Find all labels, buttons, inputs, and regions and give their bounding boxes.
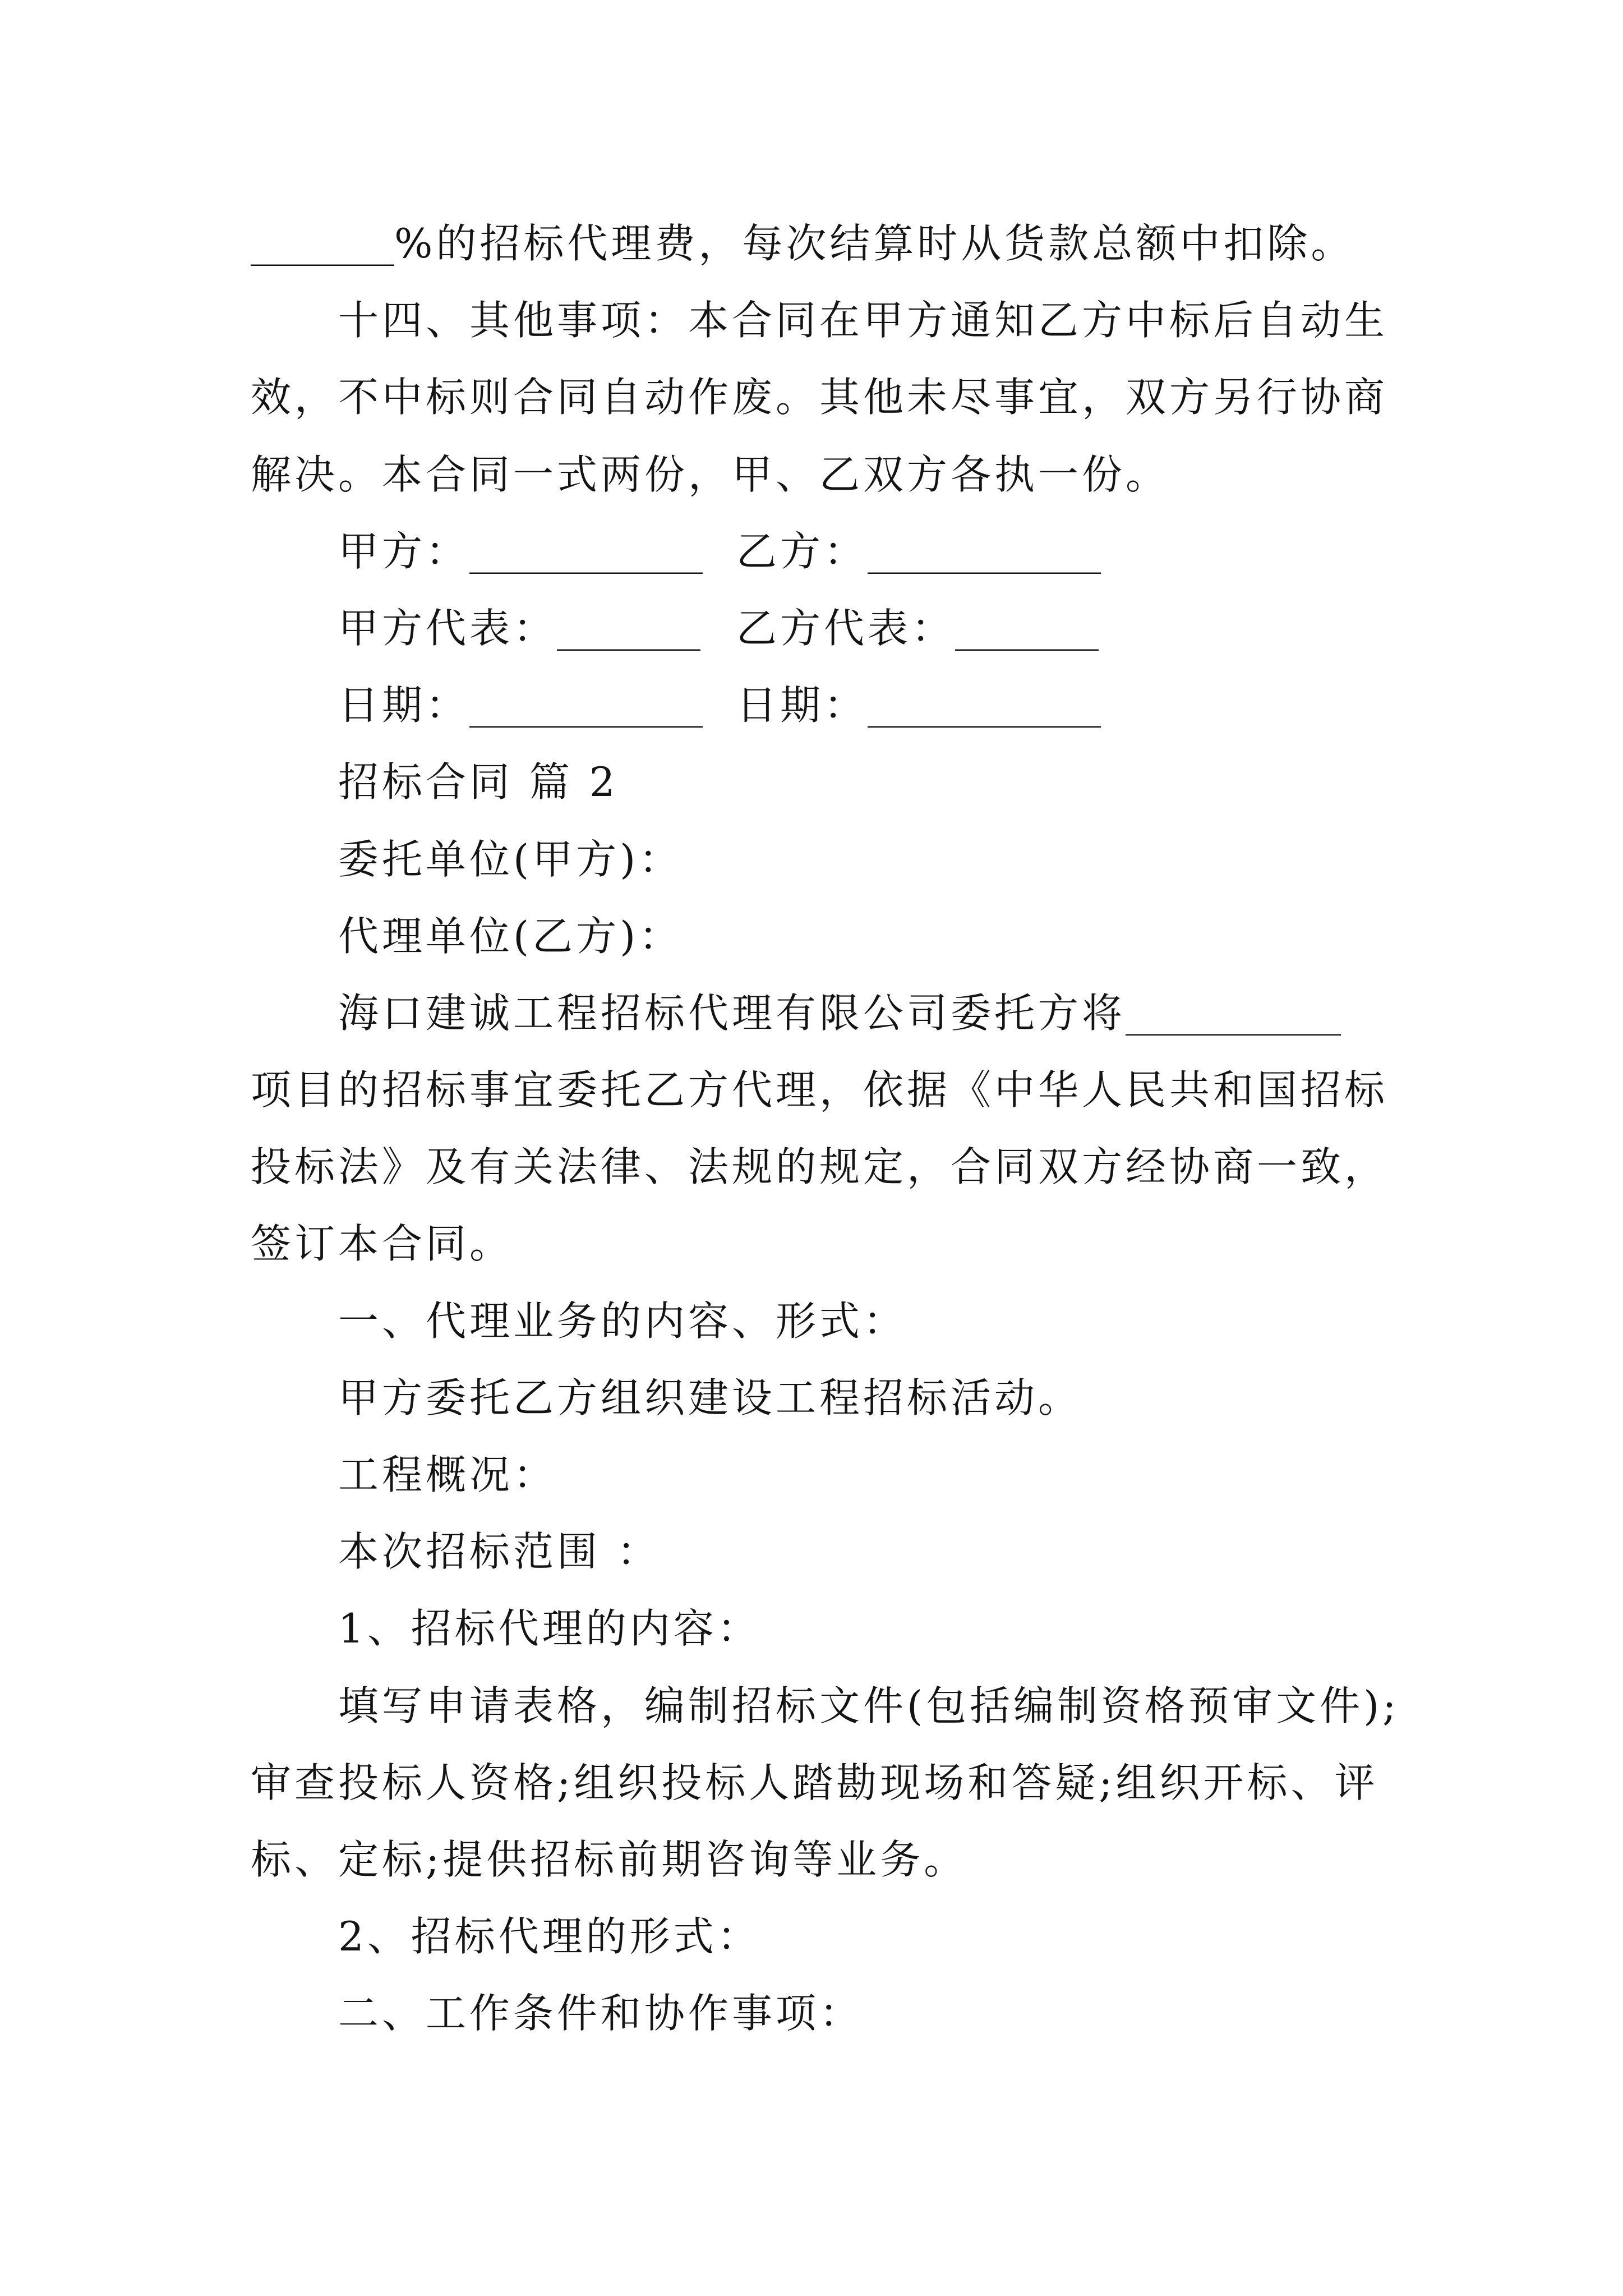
article-1-heading: 一、代理业务的内容、形式： <box>338 1297 907 1345</box>
article-2-heading: 二、工作条件和协作事项： <box>338 1990 864 2037</box>
clause-14-paragraph <box>251 282 1456 513</box>
party-b-rep-label: 乙方代表： <box>736 604 956 652</box>
party-a-blank: _____________ <box>469 532 703 574</box>
preamble-paragraph <box>251 975 1456 1283</box>
clause-14-line: 效，不中标则合同自动作废。其他未尽事宜，双方另行协商 <box>251 374 1389 421</box>
party-b-date-blank: _____________ <box>868 687 1101 729</box>
party-b-blank: _____________ <box>868 532 1101 574</box>
party-a-date-blank: _____________ <box>469 687 703 729</box>
scope-label: 本次招标范围 ： <box>338 1528 661 1576</box>
item-1-line: 审查投标人资格;组织投标人踏勘现场和答疑;组织开标、评 <box>251 1759 1378 1806</box>
preamble-line <box>251 975 1456 1052</box>
signature-row-dates <box>251 667 1456 744</box>
clause-14-line: 解决。本合同一式两份，甲、乙双方各执一份。 <box>251 450 1170 498</box>
preamble-line: 项目的招标事宜委托乙方代理，依据《中华人民共和国招标 <box>251 1066 1389 1114</box>
party-a-rep-label: 甲方代表： <box>338 604 557 652</box>
signature-block <box>251 513 1456 744</box>
party-b-rep-signature <box>736 590 1135 669</box>
party-a-rep-blank: ________ <box>557 609 701 651</box>
project-overview-label: 工程概况： <box>338 1451 557 1498</box>
party-b-label: 乙方： <box>736 527 868 575</box>
party-a-date <box>338 667 736 746</box>
party-a-signature <box>338 513 736 592</box>
item-1-heading: 1、招标代理的内容： <box>338 1605 761 1653</box>
signature-row-parties <box>251 513 1456 590</box>
party-a-label: 甲方： <box>338 527 470 575</box>
preamble-line: 签订本合同。 <box>251 1220 514 1268</box>
preamble-line: 投标法》及有关法律、法规的规定，合同双方经协商一致， <box>251 1143 1389 1191</box>
party-a-date-label: 日期： <box>338 682 470 729</box>
clause-14-line: 十四、其他事项：本合同在甲方通知乙方中标后自动生 <box>338 297 1389 344</box>
fee-clause-line <box>251 205 1456 282</box>
item-1-line: 填写申请表格，编制招标文件(包括编制资格预审文件); <box>338 1682 1400 1729</box>
item-1-line: 标、定标;提供招标前期咨询等业务。 <box>251 1835 968 1883</box>
entrustment-text: 甲方委托乙方组织建设工程招标活动。 <box>338 1374 1082 1421</box>
fee-clause-text: %的招标代理费，每次结算时从货款总额中扣除。 <box>394 220 1355 267</box>
fee-percentage-blank: ________ <box>251 225 394 266</box>
item-1-paragraph <box>251 1668 1456 1899</box>
preamble-first-line-text: 海口建诚工程招标代理有限公司委托方将 <box>338 989 1126 1037</box>
party-b-signature <box>736 513 1135 592</box>
party-b-date <box>736 667 1135 746</box>
principal-label: 委托单位(甲方)： <box>338 835 683 883</box>
party-b-rep-blank: ________ <box>955 609 1099 651</box>
document-page <box>251 205 1456 2053</box>
item-2-heading: 2、招标代理的形式： <box>338 1913 761 1961</box>
project-name-blank: ____________ <box>1126 994 1341 1036</box>
party-b-date-label: 日期： <box>736 682 868 729</box>
signature-row-representatives <box>251 590 1456 667</box>
agent-label: 代理单位(乙方)： <box>338 912 683 960</box>
party-a-rep-signature <box>338 590 736 669</box>
section-title: 招标合同 篇 2 <box>338 758 619 806</box>
